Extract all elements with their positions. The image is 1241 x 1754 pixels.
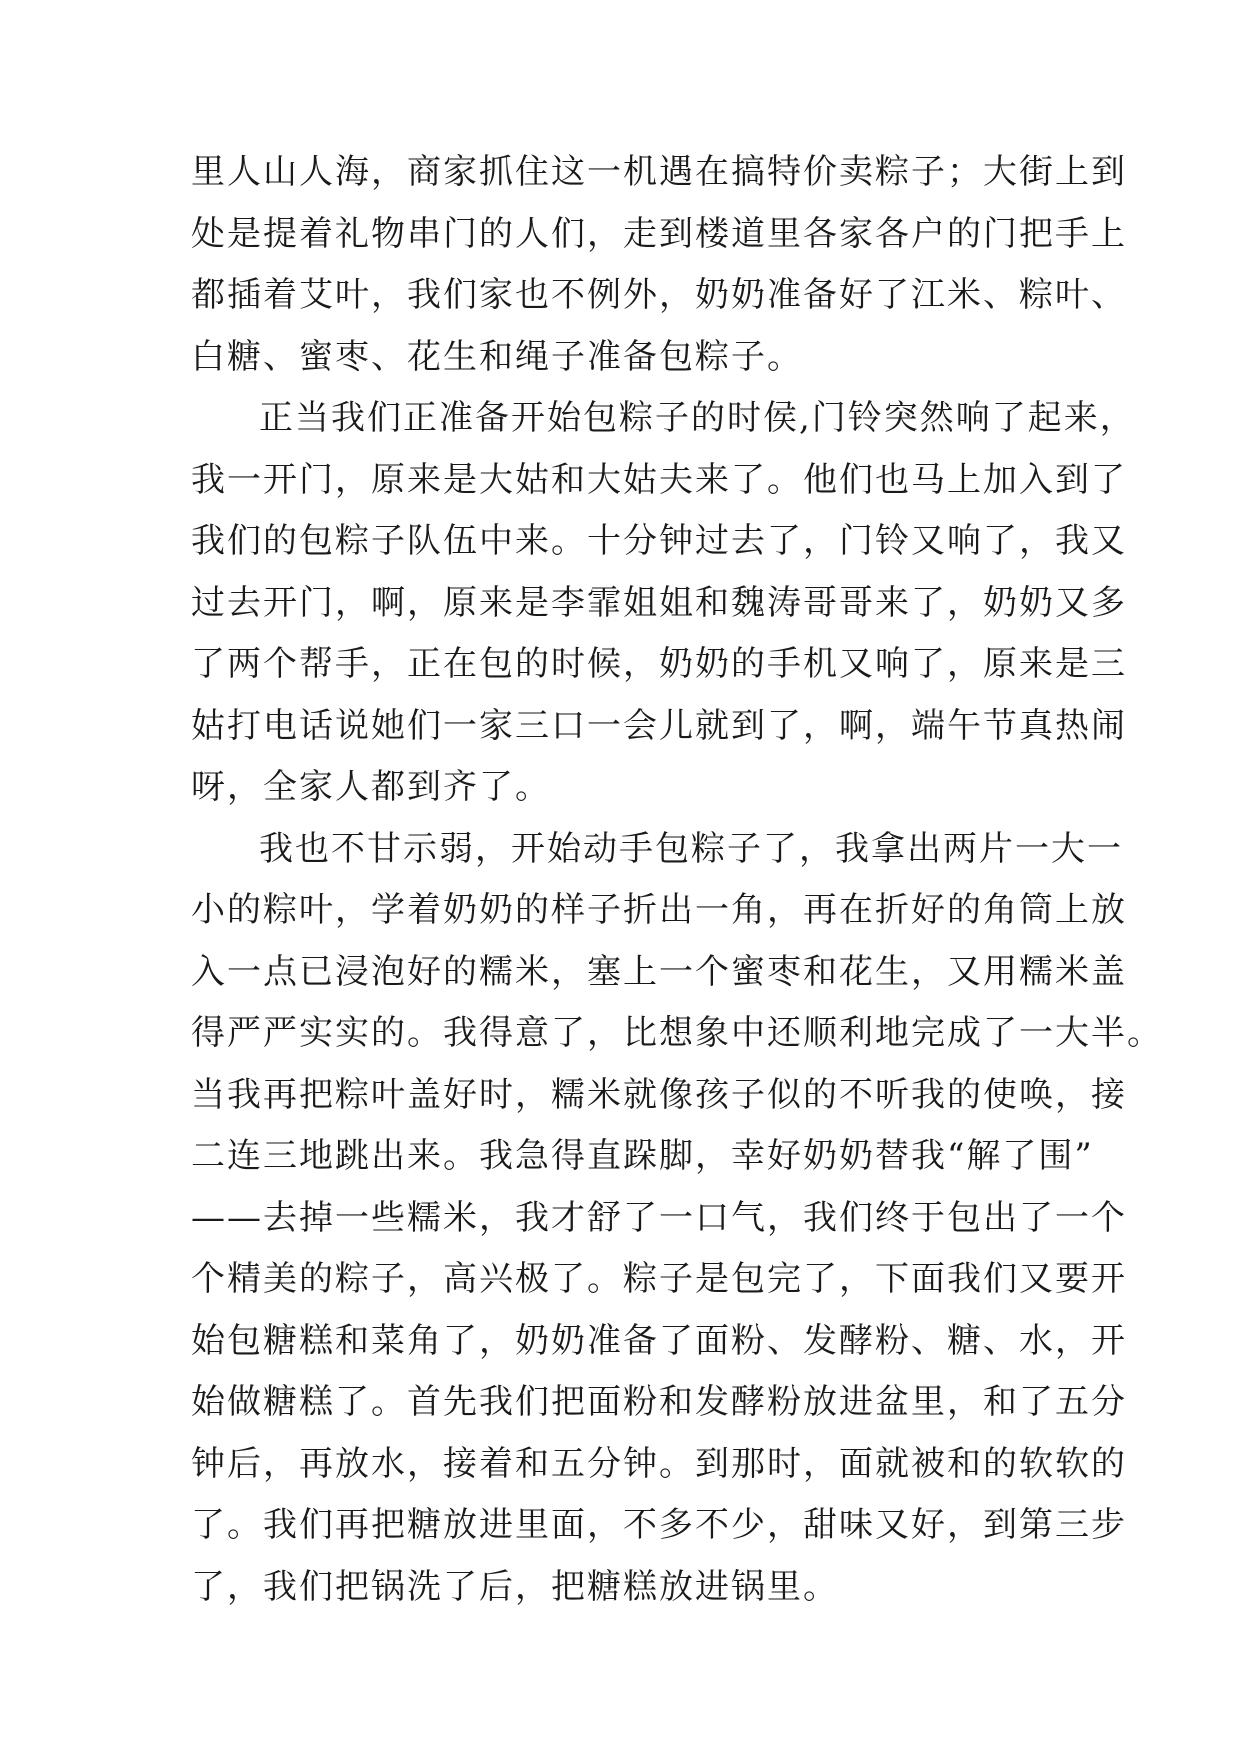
text-line: 二连三地跳出来。我急得直跺脚，幸好奶奶替我“解了围”	[191, 1136, 1094, 1176]
text-line: ——去掉一些糯米，我才舒了一口气，我们终于包出了一个	[191, 1197, 1127, 1238]
body-text	[191, 142, 1163, 1618]
text-line: 我一开门，原来是大姑和大姑夫来了。他们也马上加入到了	[191, 459, 1127, 500]
text-line: 小的粽叶，学着奶奶的样子折出一角，再在折好的角筒上放	[191, 890, 1127, 930]
text-line: 始做糖糕了。首先我们把面粉和发酵粉放进盆里，和了五分	[191, 1382, 1127, 1422]
text-line: 处是提着礼物串门的人们，走到楼道里各家各户的门把手上	[191, 213, 1127, 254]
text-line: 呀，全家人都到齐了。	[191, 767, 551, 807]
text-line: 钟后，再放水，接着和五分钟。到那时，面就被和的软软的	[191, 1443, 1127, 1484]
text-line: 得严严实实的。我得意了，比想象中还顺利地完成了一大半。	[191, 1013, 1163, 1053]
paragraph-first-line: 我也不甘示弱，开始动手包粽子了，我拿出两片一大一	[259, 828, 1123, 869]
text-line: 了。我们再把糖放进里面，不多不少，甜味又好，到第三步	[191, 1505, 1127, 1545]
text-line: 当我再把粽叶盖好时，糯米就像孩子似的不听我的使唤，接	[191, 1074, 1127, 1115]
text-line: 了，我们把锅洗了后，把糖糕放进锅里。	[191, 1566, 839, 1607]
text-line: 入一点已浸泡好的糯米，塞上一个蜜枣和花生，又用糯米盖	[191, 951, 1127, 992]
text-line: 里人山人海，商家抓住这一机遇在搞特价卖粽子；大街上到	[191, 152, 1127, 192]
text-line: 了两个帮手，正在包的时候，奶奶的手机又响了，原来是三	[191, 644, 1127, 684]
text-line: 过去开门，啊，原来是李霏姐姐和魏涛哥哥来了，奶奶又多	[191, 582, 1127, 623]
paragraph-first-line: 正当我们正准备开始包粽子的时侯,门铃突然响了起来，	[259, 398, 1136, 438]
text-line: 我们的包粽子队伍中来。十分钟过去了，门铃又响了，我又	[191, 521, 1127, 561]
text-line: 姑打电话说她们一家三口一会儿就到了，啊，端午节真热闹	[191, 705, 1127, 746]
text-line: 白糖、蜜枣、花生和绳子准备包粽子。	[191, 336, 803, 377]
text-line: 都插着艾叶，我们家也不例外，奶奶准备好了江米、粽叶、	[191, 275, 1127, 315]
text-line: 个精美的粽子，高兴极了。粽子是包完了，下面我们又要开	[191, 1259, 1127, 1299]
text-line: 始包糖糕和菜角了，奶奶准备了面粉、发酵粉、糖、水，开	[191, 1320, 1127, 1361]
